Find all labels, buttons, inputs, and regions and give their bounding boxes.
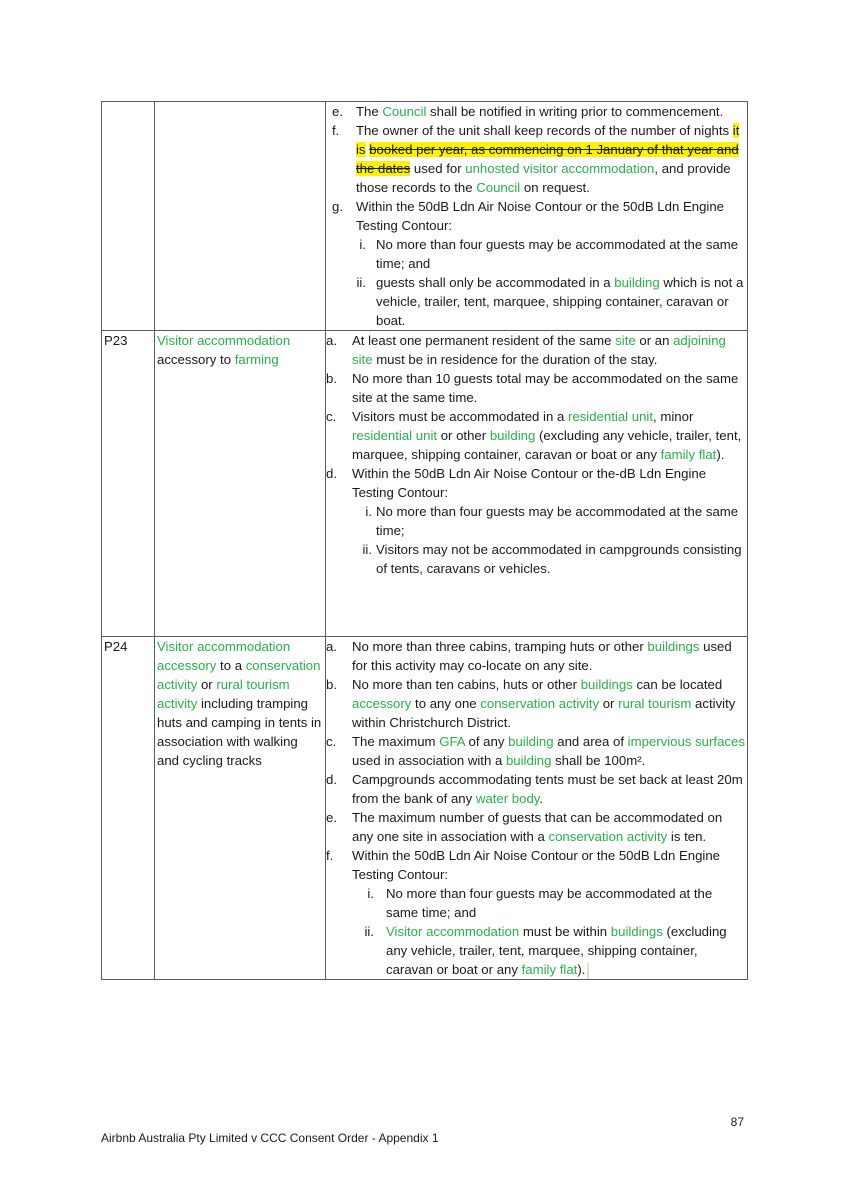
sub-list xyxy=(352,884,747,979)
defined-term: water body xyxy=(475,791,540,806)
text-run: is ten. xyxy=(667,829,707,844)
text-run: Visitors must be accommodated in a xyxy=(352,409,568,424)
sub-list-marker: ii. xyxy=(364,924,374,939)
list-marker: b. xyxy=(326,677,337,692)
defined-term: family flat xyxy=(521,962,578,977)
text-run: shall be notified in writing prior to commencement. xyxy=(426,104,724,119)
defined-term: Visitor accommodation xyxy=(386,924,520,939)
text-run: Within the 50dB Ldn Air Noise Contour or the-dB Ldn Engine Testing Contour: xyxy=(352,466,707,500)
text-run: can be located xyxy=(632,677,723,692)
text-run: used for this activity may co-locate on any site. xyxy=(352,639,732,673)
defined-term: conservation activity xyxy=(548,829,668,844)
inserted-text: it is xyxy=(356,123,740,157)
text-cursor-icon xyxy=(587,963,589,979)
rule-code-cell xyxy=(102,331,155,637)
text-run: Visitors may not be accommodated in campgrounds consisting of tents, caravans or vehicles. xyxy=(376,542,742,576)
sub-list-marker: i. xyxy=(365,504,372,519)
text-run: No more than four guests may be accommodated at the same time; xyxy=(376,504,739,538)
rule-code: P23 xyxy=(104,333,128,348)
list-item-text xyxy=(356,123,739,195)
defined-term: family flat xyxy=(660,447,717,462)
sub-list-item-text xyxy=(376,504,738,538)
sub-list-item xyxy=(352,922,747,979)
text-run: must be within xyxy=(519,924,611,939)
list-marker: c. xyxy=(326,409,337,424)
text-run: used for xyxy=(410,161,466,176)
page-number: 87 xyxy=(730,1115,744,1129)
list-item-text xyxy=(356,199,724,233)
defined-term: buildings xyxy=(647,639,700,654)
text-run: . xyxy=(539,791,544,806)
text-run: No more than ten cabins, huts or other xyxy=(352,677,581,692)
list-item xyxy=(326,808,747,846)
text-run: used in association with a xyxy=(352,753,506,768)
sub-list-item-text xyxy=(376,542,742,576)
defined-term: residential unit xyxy=(567,409,654,424)
text-run: shall be 100m². xyxy=(551,753,646,768)
list-marker: d. xyxy=(326,466,337,481)
defined-term: conservation activity xyxy=(480,696,600,711)
text-run: The xyxy=(356,104,383,119)
text-run: Within the 50dB Ldn Air Noise Contour or the 50dB Ldn Engine Testing Contour: xyxy=(356,199,725,233)
text-run: ). xyxy=(577,962,586,977)
activity-text xyxy=(157,639,321,768)
list-marker: d. xyxy=(326,772,337,787)
list-item-text xyxy=(356,104,723,119)
defined-term: unhosted visitor accommodation xyxy=(465,161,655,176)
list-item xyxy=(326,331,747,369)
list-item xyxy=(326,197,747,330)
defined-term: accessory xyxy=(352,696,412,711)
list-marker: c. xyxy=(326,734,337,749)
defined-term: impervious surfaces xyxy=(627,734,745,749)
defined-term: Visitor accommodation xyxy=(157,333,291,348)
text-run: or xyxy=(599,696,619,711)
sub-list xyxy=(346,235,747,330)
list-marker: b. xyxy=(326,371,337,386)
standards-list xyxy=(326,102,747,330)
standards-cell xyxy=(326,102,748,331)
text-run: At least one permanent resident of the same xyxy=(352,333,616,348)
list-marker: e. xyxy=(326,810,337,825)
text-run: The maximum number of guests that can be accommodated on any one site in association with a xyxy=(352,810,723,844)
table-row xyxy=(102,331,748,637)
defined-term: conservation activity xyxy=(157,658,321,692)
text-run: Campgrounds accommodating tents must be set back at least 20m from the bank of any xyxy=(352,772,743,806)
sub-list-item xyxy=(346,235,747,273)
list-item xyxy=(326,464,747,578)
text-run: guests shall only be accommodated in a xyxy=(376,275,615,290)
deleted-text: booked per year, as commencing on 1 January of that year and the dates xyxy=(356,142,739,176)
activity-cell xyxy=(155,637,326,980)
list-marker: e. xyxy=(332,104,343,119)
text-run: (excluding any vehicle, trailer, tent, marquee, shipping container, caravan or boat or any xyxy=(386,924,727,977)
defined-term: Council xyxy=(476,180,521,195)
text-run: The maximum xyxy=(352,734,440,749)
list-marker: a. xyxy=(326,333,337,348)
text-run: to any one xyxy=(411,696,481,711)
defined-term: farming xyxy=(234,352,279,367)
list-item xyxy=(326,121,747,197)
defined-term: GFA xyxy=(439,734,465,749)
text-run: of any xyxy=(464,734,509,749)
list-item-text xyxy=(352,772,743,806)
text-run: and area of xyxy=(553,734,628,749)
sub-list xyxy=(352,502,747,578)
text-run: No more than four guests may be accommodated at the same time; and xyxy=(386,886,713,920)
defined-term: site xyxy=(615,333,636,348)
list-item-text xyxy=(352,333,726,367)
defined-term: Visitor accommodation accessory xyxy=(157,639,291,673)
text-run: including tramping huts and camping in tents in association with walking and cycling tracks xyxy=(157,696,322,768)
defined-term: rural tourism activity xyxy=(157,677,290,711)
sub-list-item xyxy=(352,502,747,540)
table-row xyxy=(102,637,748,980)
sub-list-item-text xyxy=(386,886,712,920)
list-item xyxy=(326,846,747,979)
list-item xyxy=(326,369,747,407)
text-run: Within the 50dB Ldn Air Noise Contour or the 50dB Ldn Engine Testing Contour: xyxy=(352,848,721,882)
sub-list-item xyxy=(352,884,747,922)
text-run: No more than four guests may be accommodated at the same time; and xyxy=(376,237,739,271)
activity-text xyxy=(157,333,290,367)
defined-term: building xyxy=(614,275,660,290)
table-row xyxy=(102,102,748,331)
sub-list-item xyxy=(346,273,747,330)
text-run: or other xyxy=(437,428,490,443)
list-item xyxy=(326,770,747,808)
sub-list-item-text xyxy=(376,237,738,271)
list-item xyxy=(326,675,747,732)
text-run: (excluding any vehicle, trailer, tent, marquee, shipping container, caravan or boat or any xyxy=(352,428,742,462)
text-run: activity within Christchurch District. xyxy=(352,696,736,730)
defined-term: buildings xyxy=(580,677,633,692)
rule-code-cell xyxy=(102,637,155,980)
list-item-text xyxy=(352,639,732,673)
sub-list-marker: i. xyxy=(359,237,366,252)
list-marker: g. xyxy=(332,199,343,214)
list-item xyxy=(326,637,747,675)
activity-cell xyxy=(155,102,326,331)
defined-term: adjoining site xyxy=(352,333,726,367)
sub-list-item xyxy=(352,540,747,578)
list-item-text xyxy=(352,810,722,844)
list-item-text xyxy=(352,466,706,500)
rules-table xyxy=(101,101,748,980)
page-footer: Airbnb Australia Pty Limited v CCC Consent Order - Appendix 1 xyxy=(101,1131,439,1145)
list-marker: a. xyxy=(326,639,337,654)
list-item-text xyxy=(352,848,720,882)
sub-list-item-text xyxy=(386,924,727,977)
standards-list xyxy=(326,331,747,578)
text-run: ). xyxy=(716,447,725,462)
rule-code: P24 xyxy=(104,639,128,654)
list-item-text xyxy=(352,371,738,405)
text-run: , minor xyxy=(653,409,694,424)
text-run: which is not a vehicle, trailer, tent, marquee, shipping container, caravan or boat. xyxy=(376,275,744,328)
list-item-text xyxy=(352,734,745,768)
defined-term: building xyxy=(489,428,536,443)
sub-list-marker: i. xyxy=(367,886,374,901)
list-marker: f. xyxy=(326,848,334,863)
text-run: The owner of the unit shall keep records of the number of nights xyxy=(356,123,733,138)
defined-term: buildings xyxy=(610,924,663,939)
sub-list-item-text xyxy=(376,275,743,328)
list-item-text xyxy=(352,677,735,730)
text-run: No more than 10 guests total may be accommodated on the same site at the same time. xyxy=(352,371,739,405)
activity-cell xyxy=(155,331,326,637)
sub-list-marker: ii. xyxy=(356,275,366,290)
defined-term: rural tourism xyxy=(618,696,692,711)
standards-cell xyxy=(326,331,748,637)
standards-list xyxy=(326,637,747,979)
text-run: or xyxy=(197,677,217,692)
defined-term: building xyxy=(505,753,552,768)
rule-code-cell xyxy=(102,102,155,331)
text-run: must be in residence for the duration of the stay. xyxy=(372,352,658,367)
text-run: or an xyxy=(635,333,674,348)
list-item xyxy=(326,732,747,770)
text-run: on request. xyxy=(520,180,590,195)
list-item xyxy=(326,407,747,464)
defined-term: Council xyxy=(382,104,427,119)
text-run: No more than three cabins, tramping huts or other xyxy=(352,639,648,654)
text-run: accessory to xyxy=(157,352,235,367)
list-item-text xyxy=(352,409,741,462)
standards-cell xyxy=(326,637,748,980)
defined-term: residential unit xyxy=(352,428,438,443)
text-run: , and provide those records to the xyxy=(356,161,731,195)
sub-list-marker: ii. xyxy=(362,542,372,557)
text-run: to a xyxy=(216,658,246,673)
defined-term: building xyxy=(508,734,554,749)
list-marker: f. xyxy=(332,123,340,138)
list-item xyxy=(326,102,747,121)
